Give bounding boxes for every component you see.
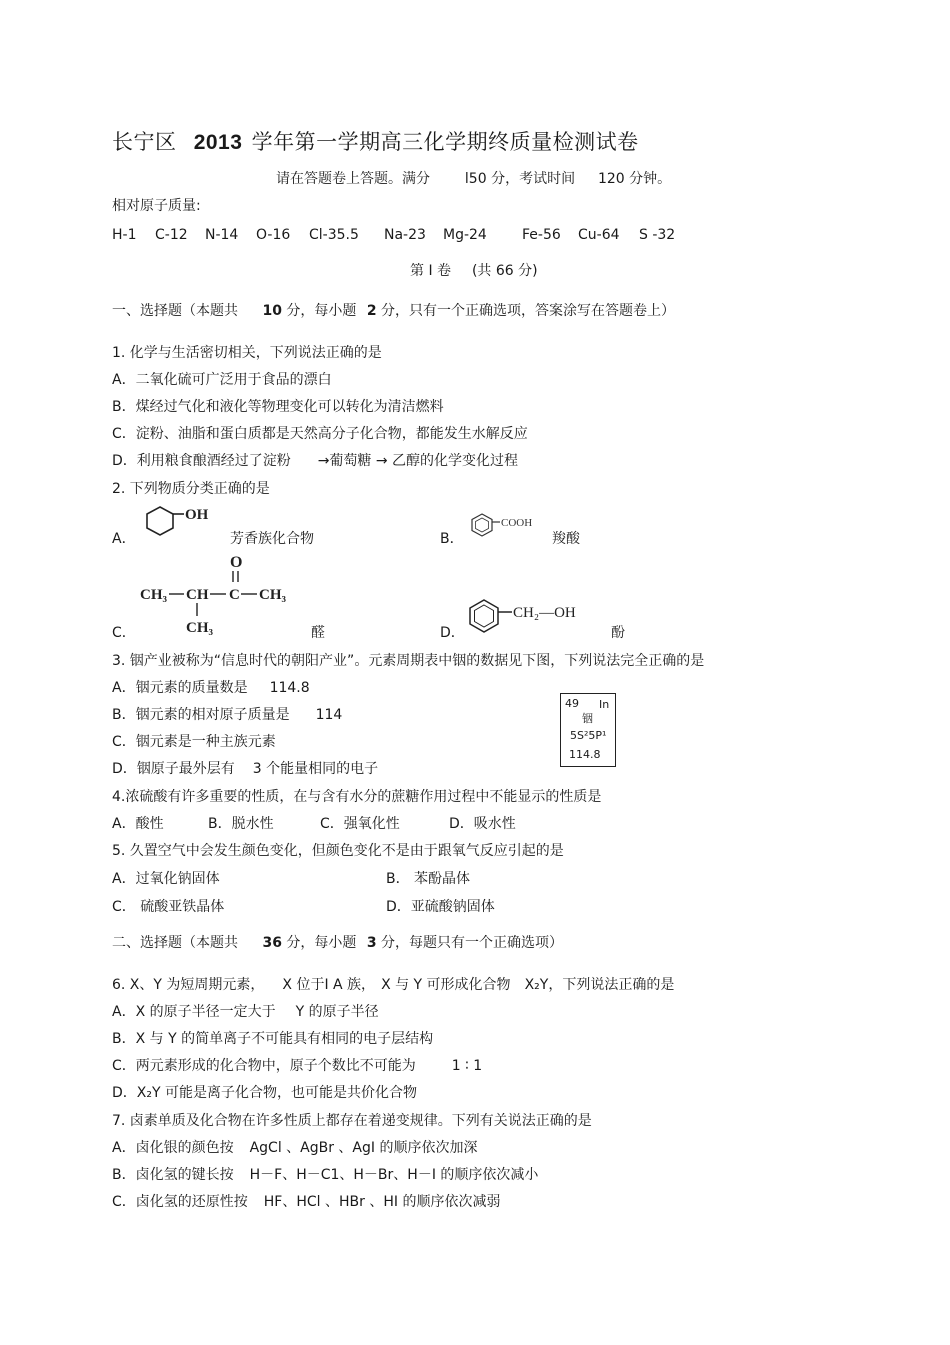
section-text: 一、选择题（本题共 — [112, 303, 238, 319]
benzyl-alcohol-structure — [466, 596, 586, 636]
question-7-option-a — [112, 1139, 477, 1157]
option-value: 114.8 — [269, 680, 310, 696]
page-title — [112, 129, 639, 156]
stem-text: 6. X、Y 为短周期元素， — [112, 977, 265, 993]
section-text-2: 分，每小题 — [286, 935, 357, 951]
atomic-mass-item: N-14 — [205, 227, 239, 243]
option-text-2: H－F、H－C1、H－Br、H－I 的顺序依次减小 — [249, 1167, 539, 1183]
section-text-3: 分，只有一个正确选项，答案涂写在答题卷上） — [381, 303, 676, 319]
question-6-option-c — [112, 1057, 482, 1075]
volume-title — [410, 262, 538, 280]
oh-group-label: OH — [185, 507, 209, 523]
atomic-mass-item: C-12 — [155, 227, 188, 243]
question-2-option-c-label: C． — [112, 625, 136, 641]
option-value: 114 — [315, 707, 343, 723]
element-symbol: In — [599, 698, 610, 711]
question-2-stem: 2. 下列物质分类正确的是 — [112, 481, 270, 497]
butanone-structure — [138, 550, 298, 640]
title-year: 2013 — [193, 131, 243, 154]
question-4-stem: 4.浓硫酸有许多重要的性质，在与含有水分的蔗糖作用过程中不能显示的性质是 — [112, 789, 602, 805]
question-2-option-b-class: 羧酸 — [552, 531, 580, 547]
section-1-heading — [112, 302, 675, 320]
question-7-stem: 7. 卤素单质及化合物在许多性质上都存在着递变规律。下列有关说法正确的是 — [112, 1113, 592, 1129]
section-2-heading — [112, 934, 563, 952]
option-text-2: 3 个能量相同的电子 — [252, 761, 379, 777]
section-text-2: 分，每小题 — [286, 303, 357, 319]
instructions-text-3: 分钟。 — [629, 171, 672, 187]
instructions — [276, 170, 671, 188]
section-count: 10 — [262, 303, 282, 319]
option-text: A．X 的原子半径一定大于 — [112, 1004, 276, 1020]
question-5-option-b: B． 苯酚晶体 — [386, 871, 471, 887]
section-count: 36 — [262, 935, 282, 951]
option-text: C．卤化氢的还原性按 — [112, 1194, 248, 1210]
ch3-left-label: CH₃ — [140, 587, 167, 603]
question-4-option-c: C．强氧化性 — [320, 816, 400, 832]
option-text: D．铟原子最外层有 — [112, 761, 235, 777]
question-5-option-a: A．过氧化钠固体 — [112, 871, 220, 887]
atomic-mass: 114.8 — [569, 748, 601, 761]
ch-label: CH — [186, 587, 209, 603]
title-region: 长宁区 — [112, 130, 177, 154]
benzoic-acid-structure — [468, 510, 548, 540]
question-2-option-a-label: A． — [112, 531, 136, 547]
question-1-option-d — [112, 452, 518, 470]
stem-text-3: X 与 Y 可形成化合物 — [381, 977, 511, 993]
volume-score: (共 66 分) — [471, 263, 538, 279]
full-score: l50 — [464, 171, 487, 187]
option-text-2: Y 的原子半径 — [295, 1004, 379, 1020]
ch2oh-group-label: CH₂—OH — [513, 605, 576, 621]
title-rest: 学年第一学期高三化学期终质量检测试卷 — [251, 130, 639, 154]
atomic-mass-item: Cl-35.5 — [309, 227, 359, 243]
ch3-right-label: CH₃ — [259, 587, 286, 603]
question-3-stem: 3. 铟产业被称为“信息时代的朝阳产业”。元素周期表中铟的数据见下图，下列说法完全正确的是 — [112, 653, 705, 669]
question-1-option-a: A．二氧化硫可广泛用于食品的漂白 — [112, 372, 332, 388]
question-4-option-a: A．酸性 — [112, 816, 164, 832]
question-6-option-d: D．X₂Y 可能是离子化合物，也可能是共价化合物 — [112, 1085, 417, 1101]
question-5-option-d: D．亚硫酸钠固体 — [386, 899, 495, 915]
question-2-option-a-class: 芳香族化合物 — [230, 531, 314, 547]
volume-label: 第 Ⅰ 卷 — [410, 263, 452, 279]
option-value: 1 ∶ 1 — [451, 1058, 483, 1074]
ch3-down-label: CH₃ — [186, 620, 213, 636]
atomic-mass-item: Na-23 — [384, 227, 426, 243]
option-text-2: AgCl 、AgBr 、AgI 的顺序依次加深 — [249, 1140, 478, 1156]
section-points: 3 — [366, 935, 377, 951]
section-text-3: 分，每题只有一个正确选项） — [381, 935, 564, 951]
question-3-option-b — [112, 706, 342, 724]
option-text: A．铟元素的质量数是 — [112, 680, 248, 696]
question-4-option-d: D．吸水性 — [449, 816, 516, 832]
atomic-mass-item: H-1 — [112, 227, 137, 243]
question-4-option-b: B．脱水性 — [208, 816, 274, 832]
atomic-mass-item: Fe-56 — [522, 227, 561, 243]
option-text: A．卤化银的颜色按 — [112, 1140, 234, 1156]
atomic-mass-item: Mg-24 — [443, 227, 487, 243]
instructions-text-2: 分，考试时间 — [491, 171, 576, 187]
stem-text-2: X 位于Ⅰ A 族， — [282, 977, 376, 993]
question-6-option-a — [112, 1003, 379, 1021]
atomic-mass-item: O-16 — [256, 227, 291, 243]
cooh-group-label: COOH — [501, 517, 533, 529]
question-3-option-a — [112, 679, 310, 697]
question-3-option-d — [112, 760, 378, 778]
question-1-stem: 1. 化学与生活密切相关，下列说法正确的是 — [112, 345, 382, 361]
section-text: 二、选择题（本题共 — [112, 935, 238, 951]
electron-config: 5S²5P¹ — [570, 729, 607, 742]
option-text: D．利用粮食酿酒经过了淀粉 — [112, 453, 291, 469]
section-points: 2 — [366, 303, 377, 319]
cyclohexanol-structure — [140, 500, 220, 542]
oxygen-label: O — [230, 554, 243, 571]
instructions-text: 请在答题卷上答题。满分 — [276, 171, 430, 187]
question-2-option-d-class: 酚 — [611, 625, 625, 641]
question-6-stem — [112, 976, 674, 994]
question-3-option-c: C．铟元素是一种主族元素 — [112, 734, 276, 750]
question-1-option-c: C．淀粉、油脂和蛋白质都是天然高分子化合物，都能发生水解反应 — [112, 426, 528, 442]
option-text-2: →葡萄糖 → 乙醇的化学变化过程 — [317, 453, 519, 469]
element-name: 铟 — [582, 712, 593, 725]
question-7-option-b — [112, 1166, 538, 1184]
question-2-option-b-label: B． — [440, 531, 464, 547]
atomic-mass-item: Cu-64 — [578, 227, 620, 243]
option-text: B．卤化氢的键长按 — [112, 1167, 234, 1183]
indium-element-card — [560, 693, 616, 767]
question-6-option-b: B．X 与 Y 的简单离子不可能具有相同的电子层结构 — [112, 1031, 434, 1047]
question-1-option-b: B．煤经过气化和液化等物理变化可以转化为清洁燃料 — [112, 399, 444, 415]
option-text: C．两元素形成的化合物中，原子个数比不可能为 — [112, 1058, 416, 1074]
option-text: B．铟元素的相对原子质量是 — [112, 707, 290, 723]
question-2-option-c-class: 醛 — [311, 625, 325, 641]
atomic-number: 49 — [565, 697, 579, 710]
atomic-mass-item: S -32 — [639, 227, 676, 243]
question-5-option-c: C． 硫酸亚铁晶体 — [112, 899, 225, 915]
atomic-mass-label: 相对原子质量: — [112, 198, 201, 214]
option-text-2: HF、HCl 、HBr 、HI 的顺序依次减弱 — [263, 1194, 501, 1210]
carbonyl-c-label: C — [229, 587, 240, 603]
question-7-option-c — [112, 1193, 500, 1211]
question-2-option-d-label: D． — [440, 625, 465, 641]
stem-text-4: X₂Y，下列说法正确的是 — [524, 977, 675, 993]
question-5-stem: 5. 久置空气中会发生颜色变化，但颜色变化不是由于跟氧气反应引起的是 — [112, 843, 564, 859]
exam-time: 120 — [597, 171, 625, 187]
